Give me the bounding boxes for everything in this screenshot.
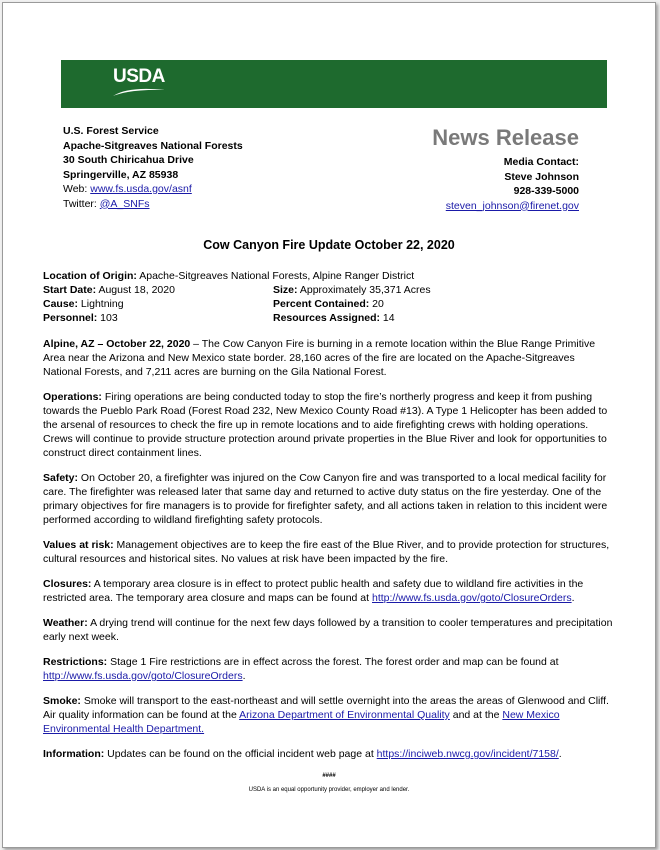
start-date-value: August 18, 2020 [96,284,175,296]
end-mark: #### [322,773,336,779]
twitter-link[interactable]: @A_SNFs [99,197,150,210]
contact-name: Steve Johnson [504,170,579,183]
contact-email-link[interactable]: steven_johnson@firenet.gov [445,199,579,212]
intro-text: – The Cow Canyon Fire is burning in a remote location within the Blue Range Primitive Area near the Arizona and New Mexico state border. 28,160 acres of the fire are located on the Apache-Sitgreaves National Forests, and 7,211 acres are burning on the Gila National Forest. [43,338,596,378]
closures-label: Closures: [43,578,92,590]
weather-paragraph [43,616,613,644]
contact-phone: 928-339-5000 [513,185,579,197]
restrictions-label: Restrictions: [43,656,108,668]
sender-block [63,124,243,211]
smoke-text: Smoke will transport to the east-northeast and will settle overnight into the areas the areas of Glenwood and Cliff. Air quality information can be found at the [43,695,609,721]
dateline: Alpine, AZ – October 22, 2020 [43,338,191,350]
closures-paragraph [43,577,613,605]
values-paragraph [43,538,613,566]
cause-label: Cause: [43,298,79,310]
weather-text: A drying trend will continue for the next few days followed by a transition to cooler temperatures and precipitation early next week. [43,617,613,643]
nm-health-link[interactable]: New Mexico Environmental Health Department. [43,709,560,735]
personnel-label: Personnel: [43,312,98,324]
closures-end: . [571,592,575,604]
values-text: Management objectives are to keep the fire east of the Blue River, and to provide protection for structures, cultural resources and historical sites. No values at risk have been impacted by the fire. [43,539,610,565]
restrictions-end: . [242,670,246,682]
start-date-label: Start Date: [43,284,97,296]
personnel-value: 103 [97,312,118,324]
safety-paragraph [43,471,613,527]
eeo-statement: USDA is an equal opportunity provider, employer and lender. [248,787,410,793]
restrictions-text: Stage 1 Fire restrictions are in effect across the forest. The forest order and map can be found at [107,656,559,668]
origin-value: Apache-Sitgreaves National Forests, Alpine Ranger District [136,270,415,282]
agency-name: U.S. Forest Service [63,125,159,137]
contained-value: 20 [369,298,384,310]
street-address: 30 South Chiricahua Drive [63,154,194,166]
usda-logo: USDA [113,66,165,87]
usda-banner [61,60,607,108]
inciweb-link[interactable]: https://inciweb.nwcg.gov/incident/7158/ [376,748,559,760]
headline: Cow Canyon Fire Update October 22, 2020 [203,238,455,252]
weather-label: Weather: [43,617,88,629]
smoke-label: Smoke: [43,695,81,707]
values-label: Values at risk: [43,539,114,551]
closures-text: A temporary area closure is in effect to protect public health and safety due to wildland fire activities in the restricted area. The temporary area closure and maps can be found at [43,578,584,604]
web-label: Web: [63,183,91,195]
usda-logo-swoosh-icon [111,86,167,98]
operations-label: Operations: [43,391,102,403]
resources-label: Resources Assigned: [273,312,380,324]
news-release-title: News Release [432,125,579,150]
release-body [43,337,613,772]
size-value: Approximately 35,371 Acres [297,284,431,296]
operations-paragraph [43,390,613,460]
size-label: Size: [273,284,298,296]
media-contact-block [446,155,579,213]
information-label: Information: [43,748,105,760]
contained-label: Percent Contained: [273,298,370,310]
city-address: Springerville, AZ 85938 [63,168,179,181]
safety-label: Safety: [43,472,79,484]
cause-value: Lightning [78,298,124,310]
restrictions-paragraph [43,655,613,683]
information-text: Updates can be found on the official incident web page at [104,748,377,760]
smoke-mid: and at the [449,709,503,721]
contact-label: Media Contact: [503,156,579,168]
document-page [2,2,656,848]
fire-facts [43,269,613,325]
adeq-link[interactable]: Arizona Department of Environmental Quality [239,709,450,721]
resources-value: 14 [379,312,395,324]
safety-text: On October 20, a firefighter was injured on the Cow Canyon fire and was transported to a local medical facility for care. The firefighter was released later that same day and returned to active duty status on the fire yesterday. One of the primary objectives for fire managers is to provide for firefighter safety, and all actions taken in relation to this incident were performed according to wildland firefighting safety protocols. [43,472,608,526]
forest-name: Apache-Sitgreaves National Forests [63,139,243,152]
operations-text: Firing operations are being conducted today to stop the fire’s northerly progress and keep it from pushing towards the Pueblo Park Road (Forest Road 232, New Mexico County Road #13). A Type 1 Helicopter has been added to the arsenal of resources to check the fire up in remote locations and to aide firefighting crews with holding operations. Crews will continue to provide structure protection around private properties in the Blue River and look for opportunities to construct direct containment lines. [43,391,608,459]
information-paragraph [43,747,613,761]
origin-label: Location of Origin: [43,270,137,282]
smoke-paragraph [43,694,613,736]
intro-paragraph [43,337,613,379]
information-end: . [558,748,562,760]
twitter-label: Twitter: [63,197,100,210]
web-link[interactable]: www.fs.usda.gov/asnf [90,183,192,195]
closures-link[interactable]: http://www.fs.usda.gov/goto/ClosureOrders [372,592,572,604]
restrictions-link[interactable]: http://www.fs.usda.gov/goto/ClosureOrders [43,670,243,682]
